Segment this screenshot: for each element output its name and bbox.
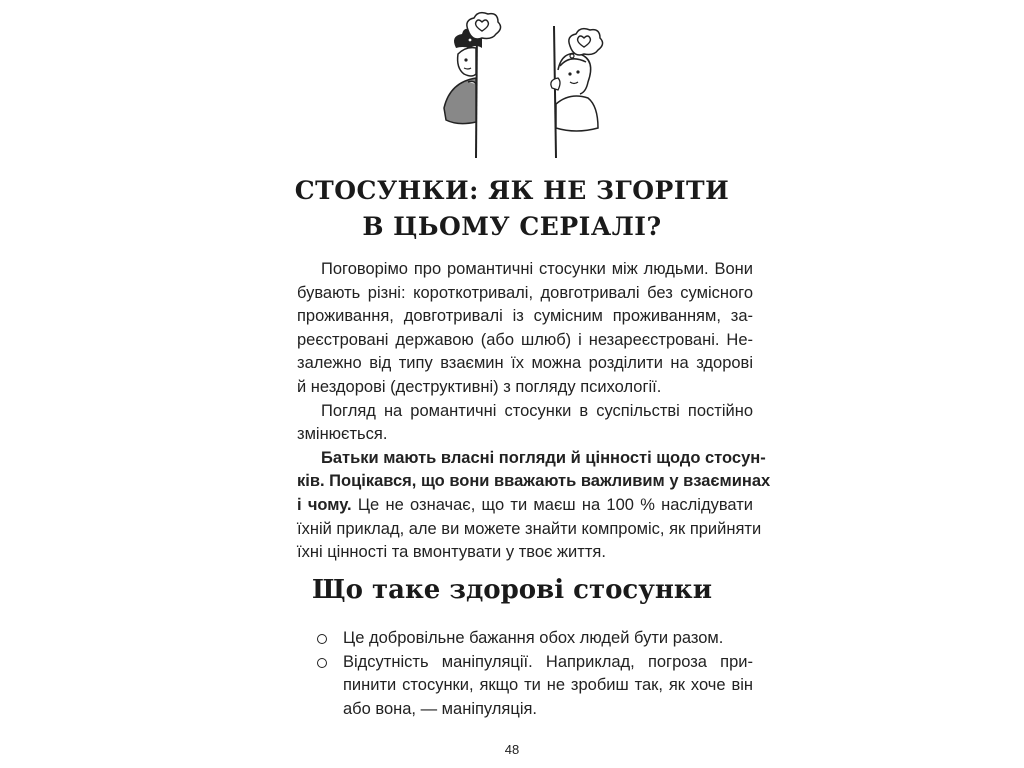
text-line: Погляд на романтичні стосунки в суспільстві постійно [321,401,753,420]
text-line: Поговорімо про романтичні стосунки між людьми. Вони [321,260,753,278]
list-item-text: або вона, — маніпуляція. [343,699,538,718]
title-line-2: В ЦЬОМУ СЕРІАЛІ? [362,212,662,241]
list-item-text: пинити стосунки, якщо ти не зробиш так, як хоче він [343,676,753,695]
list-item [297,627,753,651]
text-line: змінюється. [297,425,388,444]
text-fragment: Це не означає, що ти маєш на 100 % наслідувати [351,495,753,514]
circle-bullet-icon [317,658,327,668]
page-number: 48 [504,742,520,757]
body-text [297,258,771,565]
girl-peeking-icon [551,29,603,131]
list-item [297,651,753,722]
text-line: реєстровані державою (або шлюб) і незареєстровані. Не- [297,330,753,349]
text-line-mixed [297,494,753,518]
paragraph-1 [297,258,753,400]
paragraph-2 [297,400,753,447]
illustration [420,8,620,158]
text-line: бувають різні: короткотривалі, довготривалі без сумісного [297,283,753,302]
page-title [262,173,762,245]
text-bold-fragment: і чому. [297,495,352,514]
text-line: й нездорові (деструктивні) з погляду психології. [297,377,662,396]
list-item-text: Це добровільне бажання обох людей бути разом. [343,629,724,647]
circle-bullet-icon [317,634,327,644]
section-heading: Що таке здорові стосунки [312,575,712,605]
text-line: залежно від типу взаємин їх можна розділити на здорові [297,354,753,373]
text-line-bold: Батьки мають власні погляди й цінності щодо стосун- [321,448,766,467]
boy-peeking-icon [444,13,501,124]
text-line-bold: ків. Поцікався, що вони вважають важливим у взаєминах [297,472,771,491]
list-item-text: Відсутність маніпуляції. Наприклад, погроза при- [343,652,753,671]
title-line-1: СТОСУНКИ: ЯК НЕ ЗГОРІТИ [294,176,730,205]
paragraph-3 [297,447,771,565]
text-line: їхній приклад, але ви можете знайти компроміс, як прийняти [297,519,762,538]
bullet-list [297,627,753,721]
text-line: проживання, довготривалі із сумісним проживанням, за- [297,307,753,326]
text-line: їхні цінності та вмонтувати у твоє життя. [297,543,606,562]
